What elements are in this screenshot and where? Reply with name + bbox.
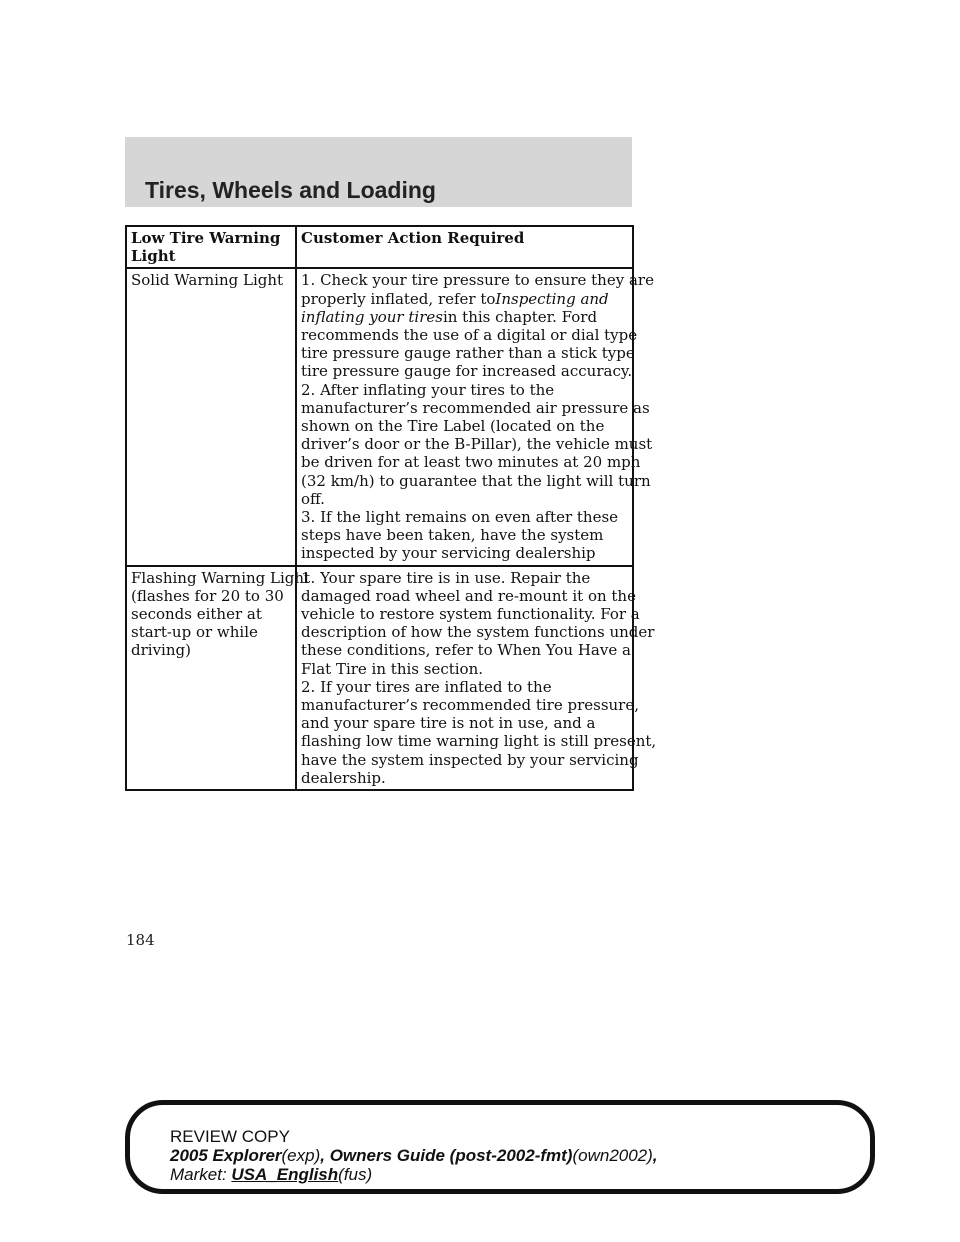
action-line: [301, 308, 628, 326]
action-line: these conditions, refer to When You Have a: [301, 641, 631, 660]
action-line: 1. Check your tire pressure to ensure they are: [301, 271, 654, 290]
review-copy-box: [125, 1100, 875, 1194]
action-line: 1. Your spare tire is in use. Repair the: [301, 568, 591, 587]
action-cell: [296, 268, 654, 565]
low-tire-warning-table: [125, 225, 657, 791]
action-line: flashing low time warning light is still present,: [301, 732, 657, 751]
action-line: (32 km/h) to guarantee that the light will turn: [301, 471, 651, 490]
action-line: 2. After inflating your tires to the: [301, 380, 555, 399]
action-line: driver’s door or the B-Pillar), the vehicle must: [301, 435, 653, 454]
header-line: Low Tire Warning: [131, 229, 281, 247]
action-line: be driven for at least two minutes at 20 mph: [301, 453, 641, 472]
condition-line: (flashes for 20 to 30: [131, 586, 284, 605]
action-line: [301, 290, 628, 308]
action-line: 3. If the light remains on even after these: [301, 508, 619, 527]
header-low-tire-warning-light: [126, 226, 296, 268]
table-header-row: [126, 226, 633, 268]
model-code: (exp): [281, 1146, 321, 1165]
document-info-line: [170, 1146, 658, 1165]
action-line: manufacturer’s recommended air pressure as: [301, 398, 650, 417]
action-cell: [296, 566, 657, 790]
condition-cell: [126, 566, 311, 790]
action-line: 2. If your tires are inflated to the: [301, 677, 552, 696]
review-copy-text: [170, 1127, 658, 1184]
market-value: USA_English: [231, 1165, 339, 1184]
action-line: inspected by your servicing dealership: [301, 544, 596, 563]
header-line: Light: [131, 247, 176, 266]
cross-reference-link: inflating your tires: [301, 307, 443, 326]
section-header-band: [125, 137, 632, 207]
condition-line: seconds either at: [131, 605, 262, 624]
header-line: Customer Action Required: [301, 229, 525, 247]
market-label: Market:: [170, 1165, 232, 1184]
action-line: off.: [301, 489, 325, 508]
condition-line: Solid Warning Light: [131, 271, 284, 290]
action-line: tire pressure gauge rather than a stick type: [301, 344, 635, 363]
cross-reference-link: Inspecting and: [495, 289, 609, 308]
action-line: and your spare tire is not in use, and a: [301, 714, 596, 733]
condition-line: start-up or while: [131, 623, 258, 642]
action-line: damaged road wheel and re-mount it on the: [301, 586, 636, 605]
action-line: tire pressure gauge for increased accuracy.: [301, 362, 633, 381]
condition-line: Flashing Warning Light: [131, 568, 311, 587]
condition-line: driving): [131, 641, 191, 660]
action-text: properly inflated, refer to: [301, 289, 496, 308]
action-line: Flat Tire in this section.: [301, 659, 483, 678]
review-copy-label: REVIEW COPY: [170, 1127, 290, 1146]
action-line: description of how the system functions under: [301, 623, 655, 642]
action-line: manufacturer’s recommended tire pressure,: [301, 696, 639, 715]
model-name: 2005 Explorer: [170, 1146, 282, 1165]
separator: ,: [652, 1146, 658, 1165]
action-line: have the system inspected by your servicing: [301, 750, 639, 769]
condition-cell: [126, 268, 296, 565]
market-line: [170, 1165, 658, 1184]
action-line: vehicle to restore system functionality. For a: [301, 605, 640, 624]
section-title: Tires, Wheels and Loading: [145, 177, 436, 203]
separator: ,: [320, 1146, 330, 1165]
table-row-flashing: [126, 566, 633, 790]
page-number: 184: [126, 931, 155, 949]
action-line: recommends the use of a digital or dial type: [301, 326, 638, 345]
table-row-solid: [126, 268, 633, 565]
guide-code: (own2002): [572, 1146, 653, 1165]
action-line: dealership.: [301, 768, 386, 787]
header-customer-action: [296, 226, 633, 268]
guide-name: Owners Guide (post-2002-fmt): [329, 1146, 573, 1165]
action-text: in this chapter. Ford: [442, 307, 598, 326]
market-code: (fus): [338, 1165, 373, 1184]
action-line: steps have been taken, have the system: [301, 526, 604, 545]
action-line: shown on the Tire Label (located on the: [301, 417, 605, 436]
